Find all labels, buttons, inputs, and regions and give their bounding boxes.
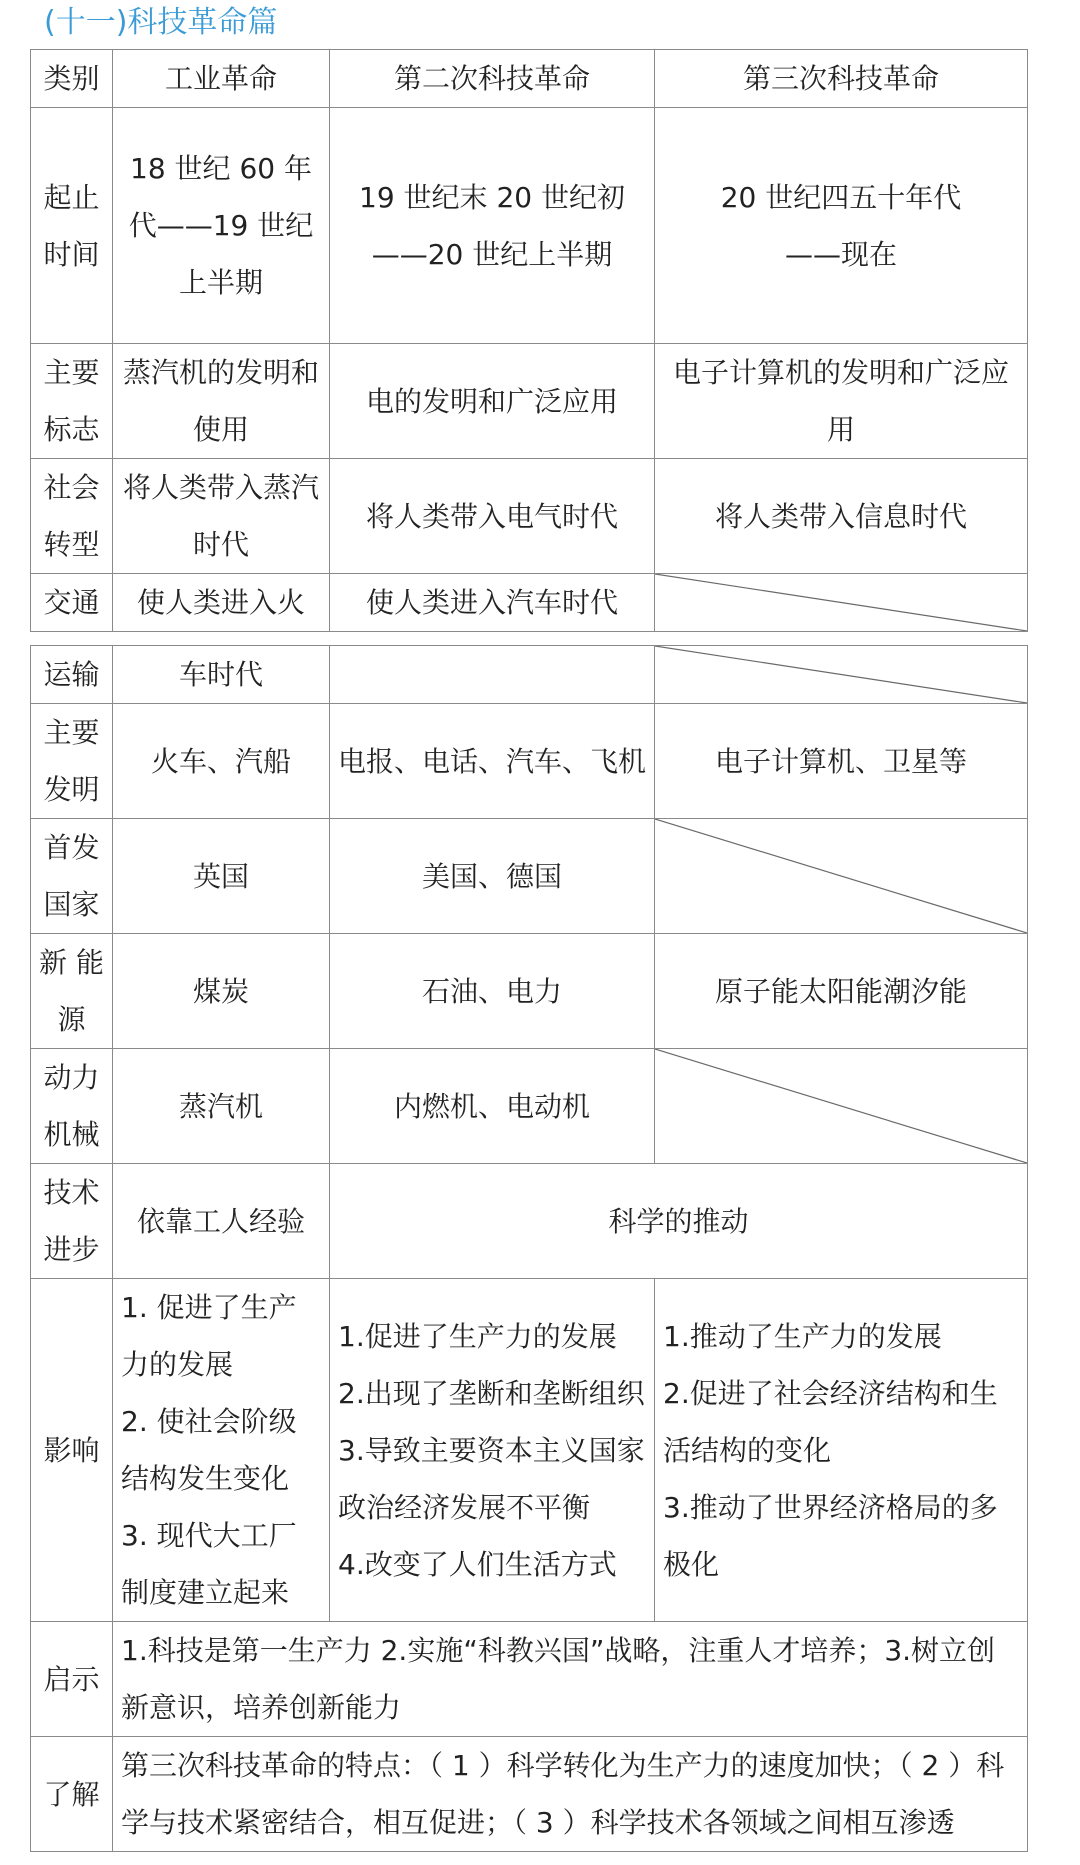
- row-label-time: 起止时间: [31, 108, 113, 344]
- list-item: 1.推动了生产力的发展: [663, 1319, 942, 1353]
- cell-transport-industrial-b: 车时代: [113, 646, 330, 704]
- cell-machine-industrial: 蒸汽机: [113, 1049, 330, 1164]
- list-item: 2.促进了社会经济结构和生活结构的变化: [663, 1376, 998, 1467]
- row-label-country: 首发国家: [31, 819, 113, 934]
- header-third: 第三次科技革命: [655, 50, 1028, 108]
- list-item: 3.导致主要资本主义国家政治经济发展不平衡: [338, 1433, 645, 1524]
- table-row-invention: [31, 704, 1028, 819]
- table-row-transport-a: [31, 574, 1028, 632]
- row-label-machine: 动力机械: [31, 1049, 113, 1164]
- cell-society-second: 将人类带入电气时代: [330, 459, 655, 574]
- cell-transport-industrial-a: 使人类进入火: [113, 574, 330, 632]
- cell-time-third-line1: 20 世纪四五十年代: [720, 180, 962, 214]
- header-row: [31, 50, 1028, 108]
- cell-energy-industrial: 煤炭: [113, 934, 330, 1049]
- table-row-society: [31, 459, 1028, 574]
- cell-invention-second: 电报、电话、汽车、飞机: [330, 704, 655, 819]
- diagonal-line: [655, 646, 1027, 703]
- row-label-energy: 新 能源: [31, 934, 113, 1049]
- list-item: 2. 使社会阶级结构发生变化: [121, 1405, 297, 1495]
- cell-sign-second: 电的发明和广泛应用: [330, 344, 655, 459]
- revolution-table-part2: [30, 645, 1028, 1852]
- table-row-lesson: [31, 1622, 1028, 1737]
- table-row-country: [31, 819, 1028, 934]
- row-label-invention: 主要发明: [31, 704, 113, 819]
- list-item: 2.出现了垄断和垄断组织: [338, 1376, 645, 1410]
- cell-time-third: [655, 108, 1028, 344]
- row-label-impact: 影响: [31, 1279, 113, 1622]
- table-row-understand: [31, 1737, 1028, 1852]
- cell-time-third-line2: ——现在: [784, 237, 897, 271]
- list-item: 3.推动了世界经济格局的多极化: [663, 1490, 998, 1581]
- section-title: (十一)科技革命篇: [44, 5, 278, 40]
- table-row-sign: [31, 344, 1028, 459]
- table-row-energy: [31, 934, 1028, 1049]
- cell-invention-third: 电子计算机、卫星等: [655, 704, 1028, 819]
- table-row-impact: [31, 1279, 1028, 1622]
- row-label-understand: 了解: [31, 1737, 113, 1852]
- cell-impact-second: [330, 1279, 655, 1622]
- header-category: 类别: [31, 50, 113, 108]
- diagonal-line: [655, 819, 1027, 933]
- empty-diagonal-cell: [655, 819, 1028, 934]
- table-row-time: [31, 108, 1028, 344]
- list-item: 1. 促进了生产力的发展: [121, 1291, 297, 1381]
- cell-energy-second: 石油、电力: [330, 934, 655, 1049]
- cell-country-industrial: 英国: [113, 819, 330, 934]
- table-row-transport-b: [31, 646, 1028, 704]
- cell-impact-third: [655, 1279, 1028, 1622]
- cell-energy-third: 原子能太阳能潮汐能: [655, 934, 1028, 1049]
- empty-diagonal-cell: [655, 646, 1028, 704]
- cell-impact-industrial: [113, 1279, 330, 1622]
- cell-society-industrial: 将人类带入蒸汽时代: [113, 459, 330, 574]
- empty-diagonal-cell: [655, 574, 1028, 632]
- cell-understand: 第三次科技革命的特点：（ 1 ）科学转化为生产力的速度加快；（ 2 ）科学与技术紧密结合，相互促进；（ 3 ）科学技术各领域之间相互渗透: [113, 1737, 1028, 1852]
- cell-tech-industrial: 依靠工人经验: [113, 1164, 330, 1279]
- list-item: 1.促进了生产力的发展: [338, 1319, 617, 1353]
- table-row-tech: [31, 1164, 1028, 1279]
- list-item: 4.改变了人们生活方式: [338, 1547, 617, 1581]
- list-item: 3. 现代大工厂制度建立起来: [121, 1519, 297, 1609]
- cell-sign-industrial: 蒸汽机的发明和使用: [113, 344, 330, 459]
- diagonal-line: [655, 574, 1027, 631]
- cell-society-third: 将人类带入信息时代: [655, 459, 1028, 574]
- cell-transport-second: 使人类进入汽车时代: [330, 574, 655, 632]
- row-label-lesson: 启示: [31, 1622, 113, 1737]
- cell-tech-second-third: 科学的推动: [330, 1164, 1028, 1279]
- cell-time-industrial: 18 世纪 60 年代——19 世纪上半期: [113, 108, 330, 344]
- cell-country-second: 美国、德国: [330, 819, 655, 934]
- cell-sign-third: 电子计算机的发明和广泛应用: [655, 344, 1028, 459]
- header-industrial: 工业革命: [113, 50, 330, 108]
- diagonal-line: [655, 1049, 1027, 1163]
- cell-invention-industrial: 火车、汽船: [113, 704, 330, 819]
- empty-cell: [330, 646, 655, 704]
- row-label-society: 社会转型: [31, 459, 113, 574]
- cell-lesson: 1.科技是第一生产力 2.实施“科教兴国”战略，注重人才培养；3.树立创新意识，培养创新能力: [113, 1622, 1028, 1737]
- table-row-machine: [31, 1049, 1028, 1164]
- empty-diagonal-cell: [655, 1049, 1028, 1164]
- cell-machine-second: 内燃机、电动机: [330, 1049, 655, 1164]
- cell-time-second: 19 世纪末 20 世纪初——20 世纪上半期: [330, 108, 655, 344]
- row-label-transport-a: 交通: [31, 574, 113, 632]
- revolution-table-part1: [30, 49, 1028, 632]
- row-label-transport-b: 运输: [31, 646, 113, 704]
- row-label-sign: 主要标志: [31, 344, 113, 459]
- row-label-tech: 技术进步: [31, 1164, 113, 1279]
- header-second: 第二次科技革命: [330, 50, 655, 108]
